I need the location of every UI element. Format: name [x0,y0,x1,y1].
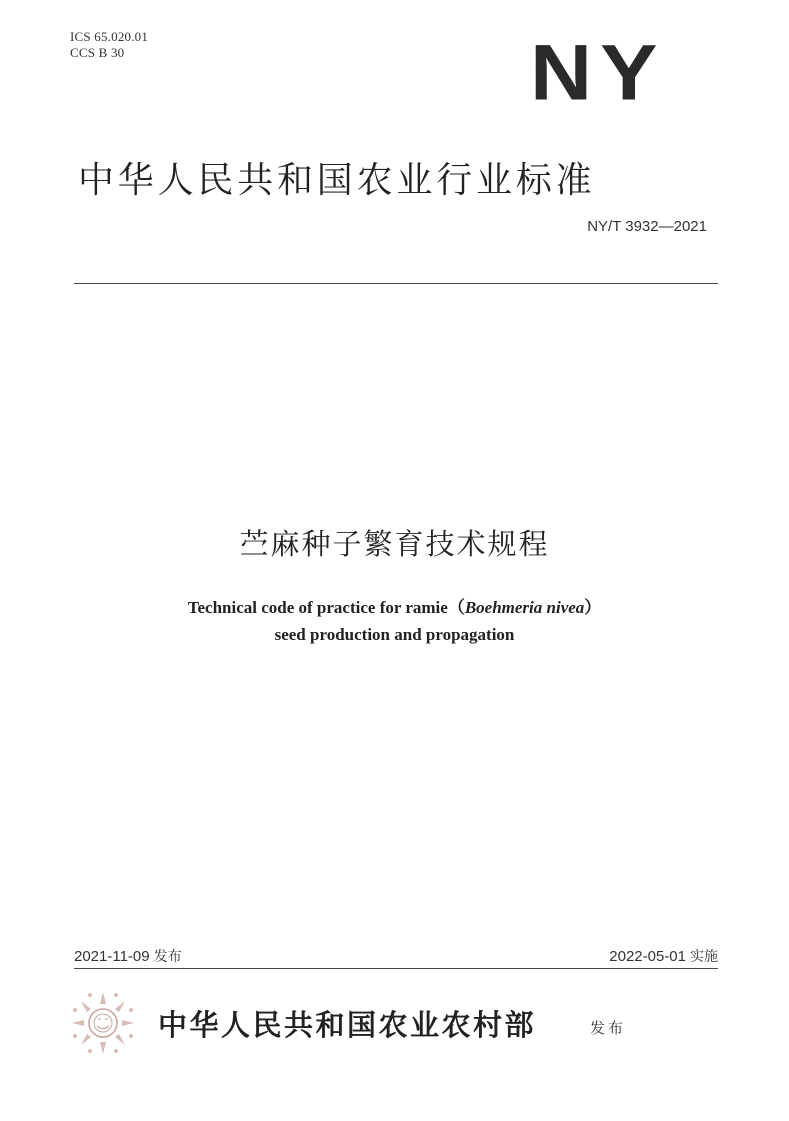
title-english [0,594,789,648]
title-english-suffix: ） [584,598,602,617]
ics-code: ICS 65.020.01 [70,29,149,44]
title-chinese: 苎麻种子繁育技术规程 [239,527,550,561]
publish-label: 发布 [590,1019,627,1037]
implementation-date [609,946,718,966]
title-english-line1 [0,594,789,621]
issue-date-value: 2021-11-09 [74,948,150,965]
title-english-line2: seed production and propagation [274,625,515,644]
ministry-emblem-icon [70,990,136,1056]
title-english-latin-name: Boehmeria nivea [464,598,585,617]
title-english-prefix: Technical code of practice for ramie（ [187,598,465,617]
implementation-date-label: 实施 [690,949,718,965]
standard-number: NY/T 3932—2021 [587,218,707,235]
ny-logo: NY [530,28,666,117]
standard-type-heading: 中华人民共和国农业行业标准 [78,160,596,201]
top-divider [74,283,718,284]
issue-date-label: 发布 [153,949,182,965]
ccs-code: CCS B 30 [70,45,125,60]
issue-date [74,946,182,966]
bottom-divider [74,968,718,969]
implementation-date-value: 2022-05-01 [609,948,686,965]
publisher-name: 中华人民共和国农业农村部 [158,1008,537,1042]
